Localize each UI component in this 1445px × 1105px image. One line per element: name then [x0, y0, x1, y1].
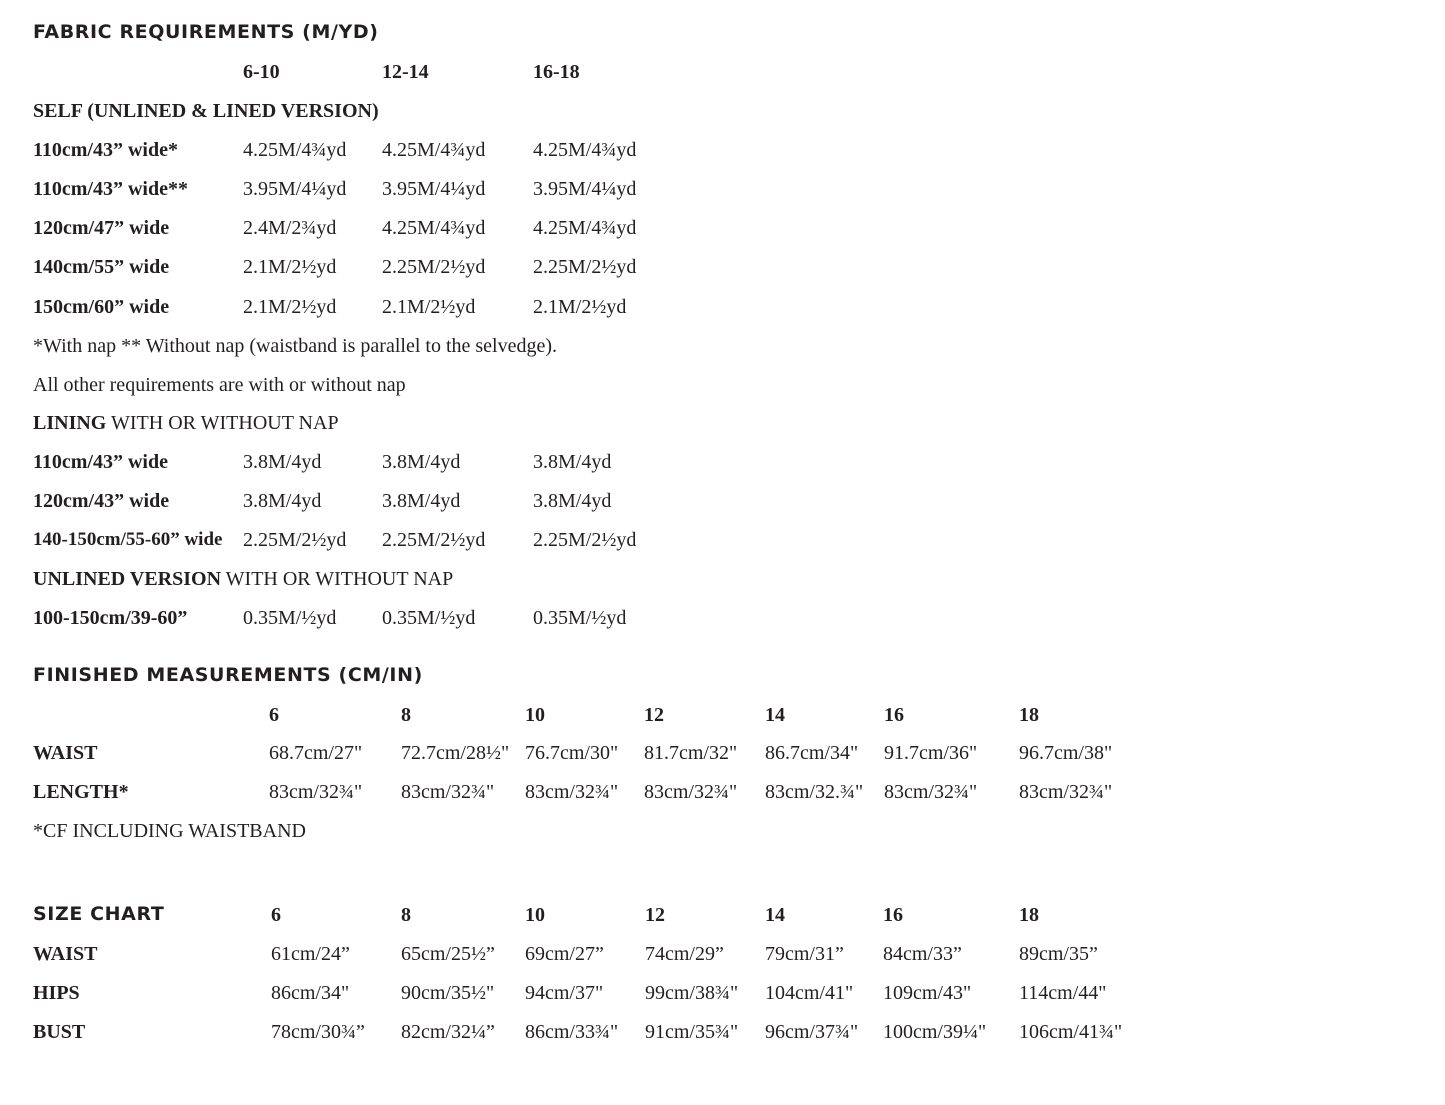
- lining-heading-bold: LINING: [33, 412, 107, 434]
- table-cell: 83cm/32¾": [269, 781, 363, 803]
- table-cell: 86cm/33¾": [525, 1021, 619, 1043]
- fabric-requirements-heading: FABRIC REQUIREMENTS (M/YD): [33, 21, 379, 43]
- size-header: 6: [271, 904, 281, 926]
- table-cell: 104cm/41": [765, 982, 854, 1004]
- row-label: WAIST: [33, 742, 98, 764]
- finished-measurements-heading: FINISHED MEASUREMENTS (CM/IN): [33, 664, 423, 686]
- size-header: 8: [401, 904, 411, 926]
- table-cell: 84cm/33”: [883, 943, 962, 965]
- table-cell: 2.1M/2½yd: [533, 296, 627, 318]
- size-header: 6: [269, 704, 279, 726]
- table-cell: 106cm/41¾": [1019, 1021, 1123, 1043]
- row-label: 150cm/60” wide: [33, 296, 170, 318]
- table-cell: 96.7cm/38": [1019, 742, 1113, 764]
- table-cell: 81.7cm/32": [644, 742, 738, 764]
- row-label: 110cm/43” wide**: [33, 178, 188, 200]
- table-cell: 3.8M/4yd: [533, 490, 612, 512]
- fabric-size-header: 16-18: [533, 61, 580, 83]
- table-cell: 96cm/37¾": [765, 1021, 859, 1043]
- table-cell: 2.1M/2½yd: [243, 256, 337, 278]
- table-cell: 2.25M/2½yd: [382, 256, 486, 278]
- table-cell: 3.8M/4yd: [382, 451, 461, 473]
- size-header: 18: [1019, 704, 1039, 726]
- table-cell: 2.1M/2½yd: [243, 296, 337, 318]
- table-cell: 4.25M/4¾yd: [382, 217, 486, 239]
- table-cell: 0.35M/½yd: [382, 607, 476, 629]
- lining-heading: [33, 413, 339, 433]
- size-header: 10: [525, 904, 545, 926]
- unlined-heading-bold: UNLINED VERSION: [33, 568, 222, 590]
- table-cell: 86.7cm/34": [765, 742, 859, 764]
- row-label: BUST: [33, 1021, 86, 1043]
- size-header: 14: [765, 704, 785, 726]
- table-cell: 3.95M/4¼yd: [382, 178, 486, 200]
- table-cell: 2.25M/2½yd: [533, 529, 637, 551]
- fabric-size-header: 12-14: [382, 61, 429, 83]
- table-cell: 83cm/32¾": [644, 781, 738, 803]
- table-cell: 72.7cm/28½": [401, 742, 510, 764]
- fabric-size-header: 6-10: [243, 61, 280, 83]
- table-cell: 100cm/39¼": [883, 1021, 987, 1043]
- table-cell: 76.7cm/30": [525, 742, 619, 764]
- size-header: 16: [884, 704, 904, 726]
- size-header: 14: [765, 904, 785, 926]
- table-cell: 3.8M/4yd: [243, 451, 322, 473]
- table-cell: 3.8M/4yd: [382, 490, 461, 512]
- finished-note: *CF INCLUDING WAISTBAND: [33, 820, 306, 842]
- table-cell: 3.95M/4¼yd: [533, 178, 637, 200]
- size-chart-heading: SIZE CHART: [33, 903, 165, 925]
- size-header: 12: [645, 904, 665, 926]
- table-cell: 114cm/44": [1019, 982, 1107, 1004]
- table-cell: 2.1M/2½yd: [382, 296, 476, 318]
- table-cell: 68.7cm/27": [269, 742, 363, 764]
- table-cell: 2.4M/2¾yd: [243, 217, 337, 239]
- row-label: 110cm/43” wide: [33, 451, 168, 473]
- table-cell: 109cm/43": [883, 982, 972, 1004]
- row-label: 120cm/47” wide: [33, 217, 170, 239]
- table-cell: 82cm/32¼”: [401, 1021, 495, 1043]
- row-label: LENGTH*: [33, 781, 129, 803]
- table-cell: 2.25M/2½yd: [382, 529, 486, 551]
- table-cell: 4.25M/4¾yd: [382, 139, 486, 161]
- size-header: 16: [883, 904, 903, 926]
- size-header: 12: [644, 704, 664, 726]
- nap-note: *With nap ** Without nap (waistband is parallel to the selvedge).: [33, 335, 558, 357]
- row-label: HIPS: [33, 982, 80, 1004]
- table-cell: 89cm/35”: [1019, 943, 1098, 965]
- table-cell: 69cm/27”: [525, 943, 604, 965]
- table-cell: 2.25M/2½yd: [533, 256, 637, 278]
- table-cell: 4.25M/4¾yd: [243, 139, 347, 161]
- table-cell: 83cm/32¾": [884, 781, 978, 803]
- table-cell: 0.35M/½yd: [533, 607, 627, 629]
- table-cell: 61cm/24”: [271, 943, 350, 965]
- table-cell: 86cm/34": [271, 982, 350, 1004]
- table-cell: 0.35M/½yd: [243, 607, 337, 629]
- table-cell: 83cm/32.¾": [765, 781, 864, 803]
- table-cell: 4.25M/4¾yd: [533, 217, 637, 239]
- other-requirements-note: All other requirements are with or without nap: [33, 374, 406, 396]
- row-label: 140cm/55” wide: [33, 256, 170, 278]
- size-header: 10: [525, 704, 545, 726]
- table-cell: 83cm/32¾": [401, 781, 495, 803]
- table-cell: 83cm/32¾": [525, 781, 619, 803]
- table-cell: 3.8M/4yd: [533, 451, 612, 473]
- table-cell: 3.95M/4¼yd: [243, 178, 347, 200]
- lining-heading-rest: WITH OR WITHOUT NAP: [106, 412, 339, 434]
- table-cell: 91cm/35¾": [645, 1021, 739, 1043]
- table-cell: 3.8M/4yd: [243, 490, 322, 512]
- unlined-heading: [33, 569, 453, 589]
- table-cell: 2.25M/2½yd: [243, 529, 347, 551]
- table-cell: 83cm/32¾": [1019, 781, 1113, 803]
- table-cell: 4.25M/4¾yd: [533, 139, 637, 161]
- self-heading: SELF (UNLINED & LINED VERSION): [33, 100, 379, 122]
- row-label: WAIST: [33, 943, 98, 965]
- size-header: 8: [401, 704, 411, 726]
- row-label: 100-150cm/39-60”: [33, 607, 188, 629]
- row-label: 120cm/43” wide: [33, 490, 170, 512]
- row-label: 140-150cm/55-60” wide: [33, 529, 223, 550]
- table-cell: 99cm/38¾": [645, 982, 739, 1004]
- table-cell: 91.7cm/36": [884, 742, 978, 764]
- table-cell: 79cm/31”: [765, 943, 844, 965]
- table-cell: 65cm/25½”: [401, 943, 495, 965]
- size-header: 18: [1019, 904, 1039, 926]
- table-cell: 94cm/37": [525, 982, 604, 1004]
- unlined-heading-rest: WITH OR WITHOUT NAP: [221, 568, 454, 590]
- table-cell: 74cm/29”: [645, 943, 724, 965]
- table-cell: 90cm/35½": [401, 982, 495, 1004]
- row-label: 110cm/43” wide*: [33, 139, 178, 161]
- table-cell: 78cm/30¾”: [271, 1021, 365, 1043]
